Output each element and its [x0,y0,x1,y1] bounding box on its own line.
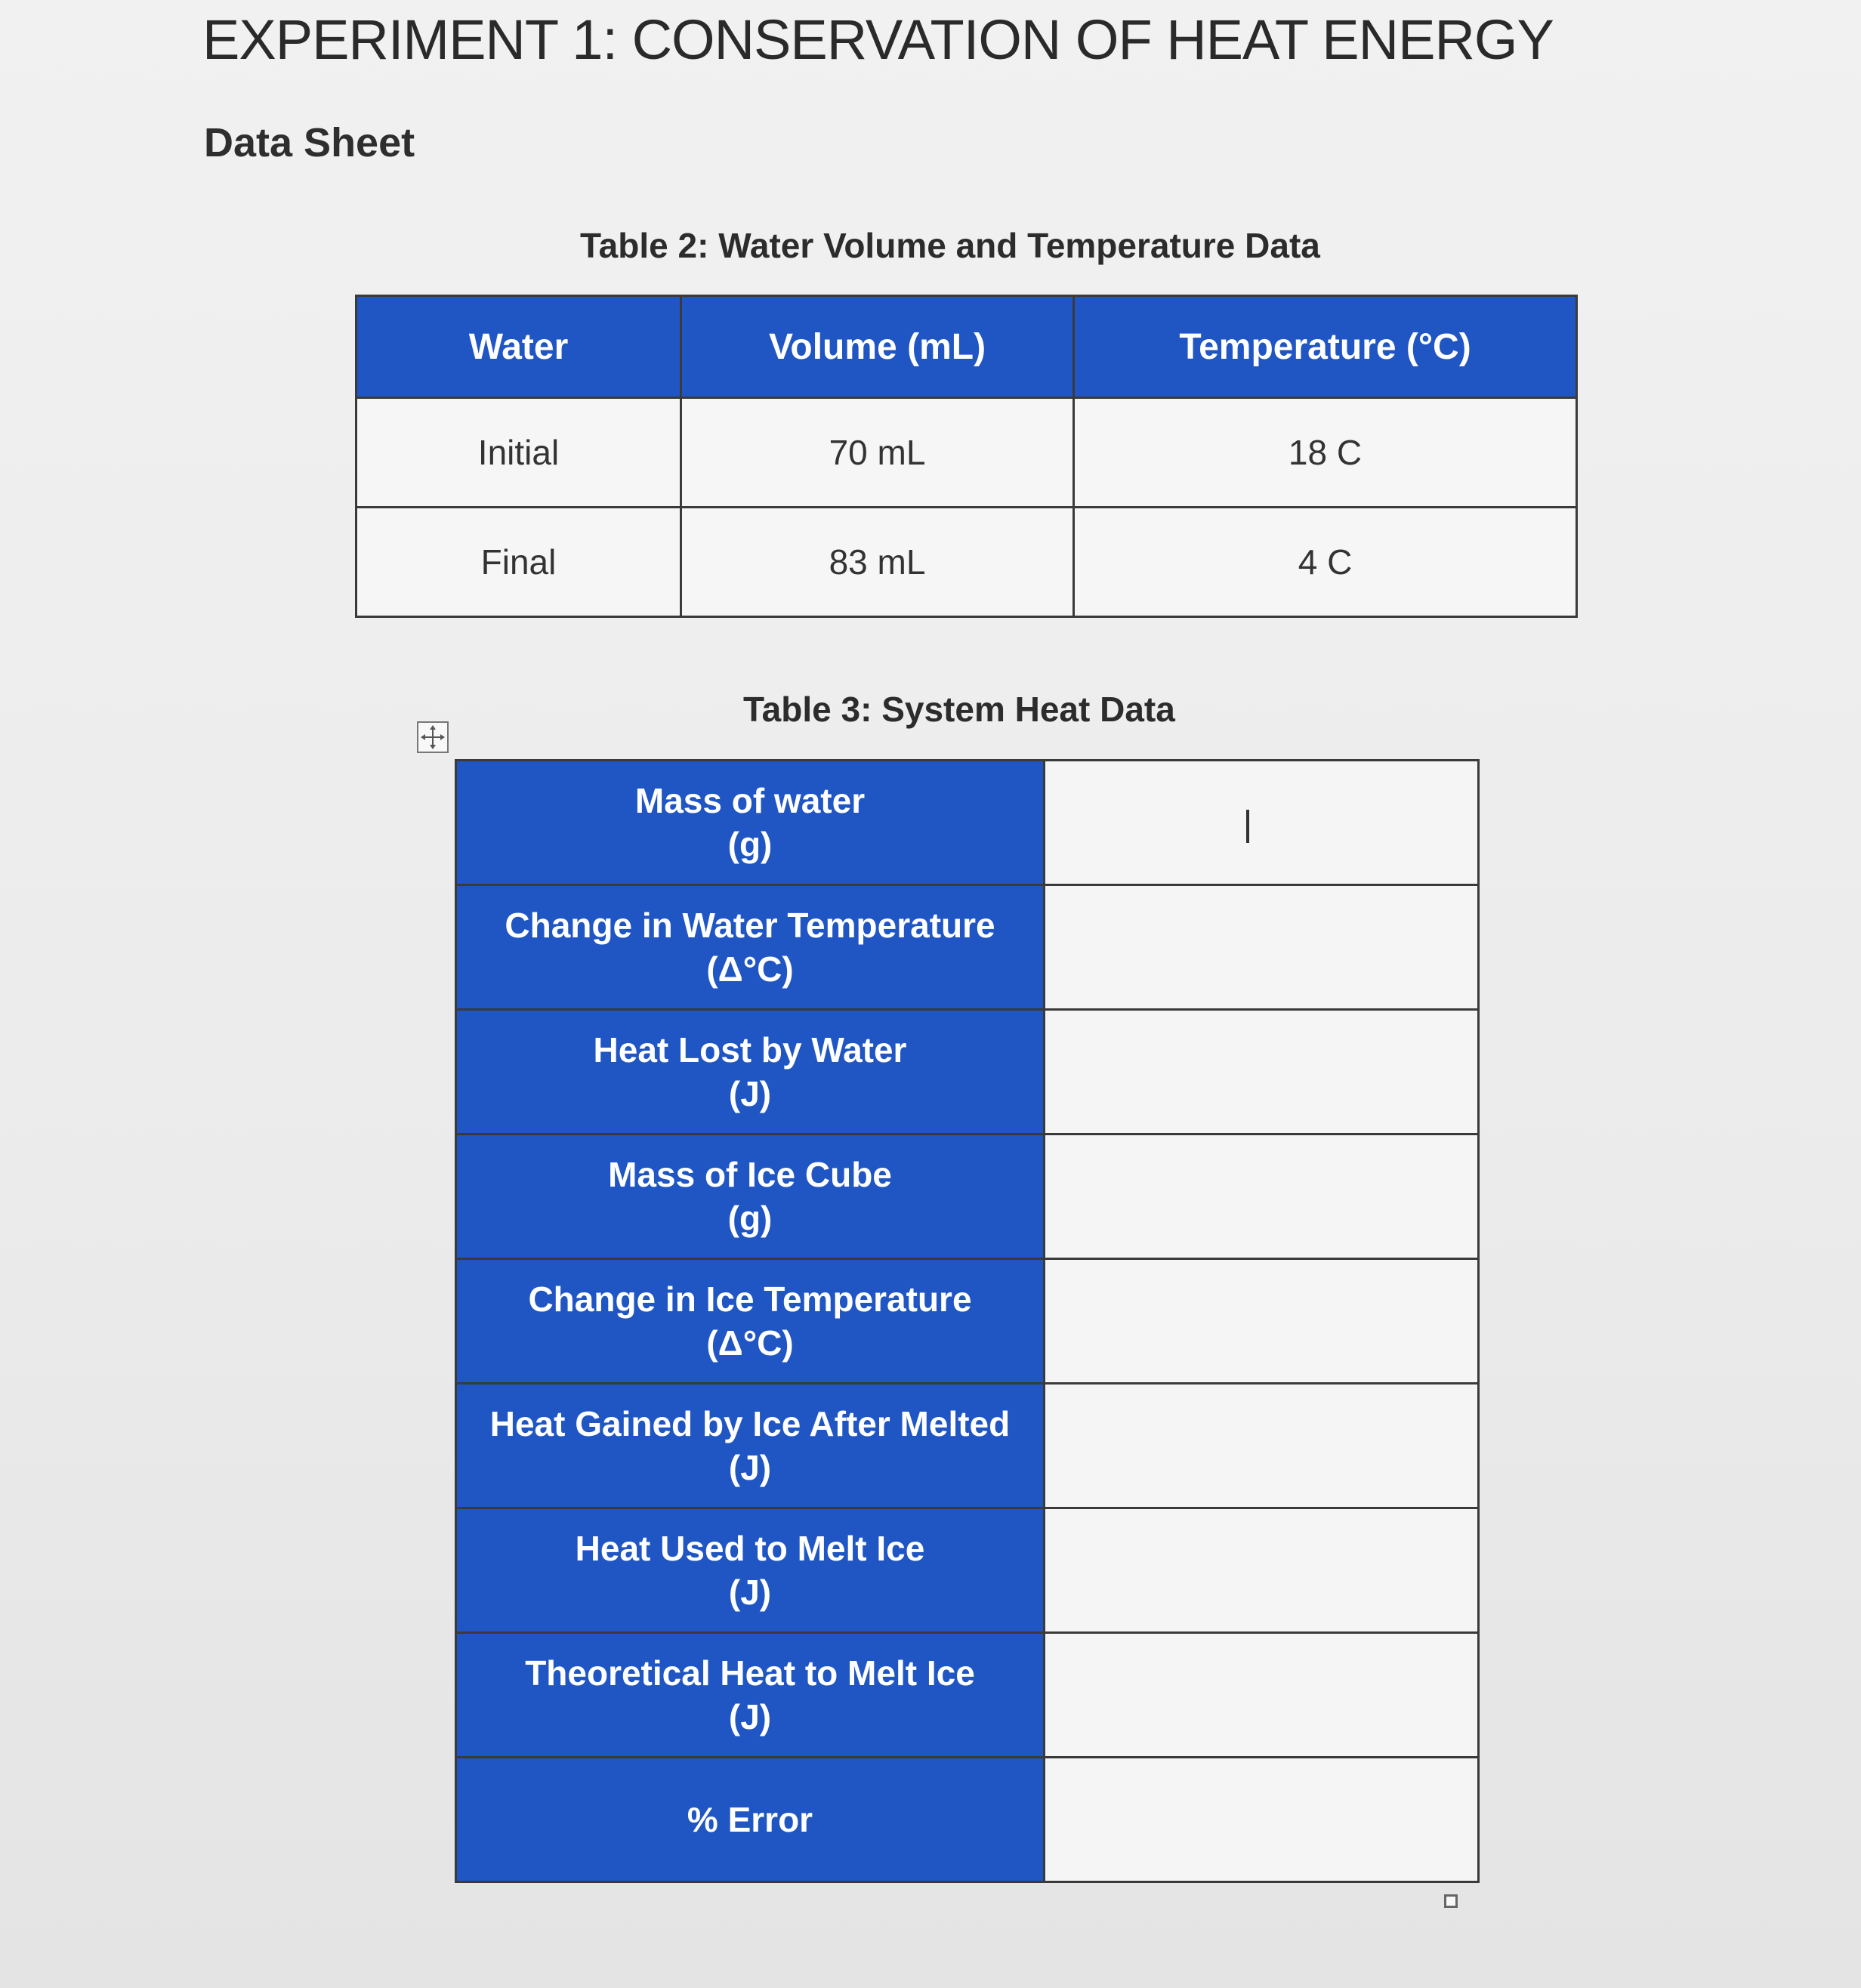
row-label-line1: Change in Ice Temperature [528,1280,972,1319]
table-row [456,1134,1479,1259]
table-row [456,1758,1479,1882]
table3-label-heat-used-to-melt-ice[interactable] [456,1508,1045,1633]
table3-label-change-water-temperature[interactable] [456,885,1045,1010]
row-label-line2: (J) [728,1074,772,1113]
table3-value-change-water-temperature[interactable] [1045,885,1479,1010]
row-label-line1: Heat Gained by Ice After Melted [489,1404,1011,1443]
table-row [456,1508,1479,1633]
table-move-icon[interactable] [417,721,449,753]
table3-label-percent-error[interactable] [456,1758,1045,1882]
table2-header-temperature[interactable]: Temperature (°C) [1074,296,1577,398]
text-cursor [1246,810,1249,843]
table3-label-mass-of-ice-cube[interactable] [456,1134,1045,1259]
document-subtitle: Data Sheet [204,120,415,165]
table-row [456,1010,1479,1134]
row-label-line2: (Δ°C) [706,1323,794,1363]
row-label-line2: (J) [728,1697,772,1736]
table2-cell-initial-temperature[interactable]: 18 C [1074,398,1577,508]
table2-caption: Table 2: Water Volume and Temperature Data [580,226,1320,265]
row-label-line1: Mass of water [634,781,866,820]
table2-header-water[interactable]: Water [356,296,681,398]
table2-cell-initial-label[interactable]: Initial [356,398,681,508]
resize-handle-icon[interactable] [1444,1894,1458,1908]
table2-cell-initial-volume[interactable]: 70 mL [681,398,1074,508]
table2-cell-final-volume[interactable]: 83 mL [681,508,1074,617]
water-volume-temperature-table [355,295,1578,618]
table2-cell-final-label[interactable]: Final [356,508,681,617]
row-label-line2: (g) [727,825,773,864]
row-label-line2: (Δ°C) [706,949,794,989]
table-row [456,761,1479,885]
row-label-line1: Mass of Ice Cube [608,1155,892,1194]
system-heat-data-table [455,759,1480,1883]
table-row [456,1259,1479,1384]
table-row [456,885,1479,1010]
table3-label-change-ice-temperature[interactable] [456,1259,1045,1384]
table3-value-mass-of-water[interactable] [1045,761,1479,885]
table3-value-heat-gained-by-ice[interactable] [1045,1384,1479,1508]
row-label-line2: (g) [727,1199,773,1238]
table3-value-heat-used-to-melt-ice[interactable] [1045,1508,1479,1633]
document-title: EXPERIMENT 1: CONSERVATION OF HEAT ENERGY [202,8,1554,71]
row-label-line2: (J) [728,1573,772,1612]
move-arrows-icon [418,723,447,752]
table3-label-mass-of-water[interactable] [456,761,1045,885]
row-label-line1: Change in Water Temperature [505,906,995,945]
table3-value-heat-lost-by-water[interactable] [1045,1010,1479,1134]
table-row [456,1633,1479,1758]
table3-value-percent-error[interactable] [1045,1758,1479,1882]
table-row [356,398,1577,508]
table2-header-volume[interactable]: Volume (mL) [681,296,1074,398]
table2-header-row [356,296,1577,398]
table-row [456,1384,1479,1508]
table3-value-theoretical-heat[interactable] [1045,1633,1479,1758]
table3-value-mass-of-ice-cube[interactable] [1045,1134,1479,1259]
row-label-line1: Heat Lost by Water [593,1030,907,1070]
table3-value-change-ice-temperature[interactable] [1045,1259,1479,1384]
table2-cell-final-temperature[interactable]: 4 C [1074,508,1577,617]
table3-label-heat-lost-by-water[interactable] [456,1010,1045,1134]
table3-label-theoretical-heat[interactable] [456,1633,1045,1758]
row-label-line1: Theoretical Heat to Melt Ice [525,1653,975,1693]
row-label-line1: Heat Used to Melt Ice [575,1529,925,1568]
table-row [356,508,1577,617]
table3-label-heat-gained-by-ice[interactable] [456,1384,1045,1508]
row-label-line1: % Error [687,1800,813,1839]
table3-caption: Table 3: System Heat Data [743,690,1175,729]
row-label-line2: (J) [728,1448,772,1487]
